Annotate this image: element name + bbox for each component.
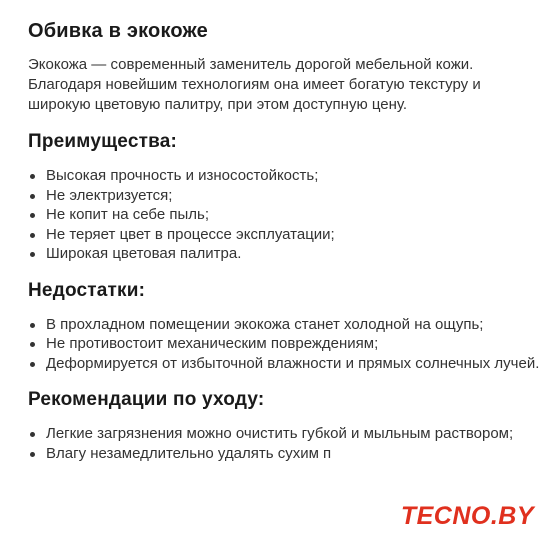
list-item: В прохладном помещении экокожа станет холодной на ощупь; — [28, 315, 543, 335]
advantages-list — [28, 166, 543, 264]
intro-paragraph: Экокожа — современный заменитель дорогой мебельной кожи. Благодаря новейшим технологиям она имеет богатую текстуру и широкую цветовую палитру, при этом доступную цену. — [28, 56, 481, 113]
care-heading: Рекомендации по уходу: — [28, 389, 265, 410]
advantages-heading: Преимущества: — [28, 131, 178, 152]
article — [28, 18, 543, 463]
page-title: Обивка в экокоже — [28, 20, 208, 42]
list-item: Влагу незамедлительно удалять сухим п — [28, 444, 543, 464]
list-item: Широкая цветовая палитра. — [28, 244, 543, 264]
care-list — [28, 424, 543, 463]
list-item: Не копит на себе пыль; — [28, 205, 543, 225]
disadvantages-list — [28, 315, 543, 374]
list-item: Легкие загрязнения можно очистить губкой и мыльным раствором; — [28, 424, 543, 444]
tecno-logo — [395, 502, 542, 530]
list-item: Не теряет цвет в процессе эксплуатации; — [28, 225, 543, 245]
list-item: Деформируется от избыточной влажности и прямых солнечных лучей. — [28, 354, 543, 374]
list-item: Не электризуется; — [28, 186, 543, 206]
list-item: Не противостоит механическим повреждениям; — [28, 334, 543, 354]
disadvantages-heading: Недостатки: — [28, 279, 146, 301]
logo-text: TECNO.BY — [400, 502, 534, 530]
list-item: Высокая прочность и износостойкость; — [28, 166, 543, 186]
